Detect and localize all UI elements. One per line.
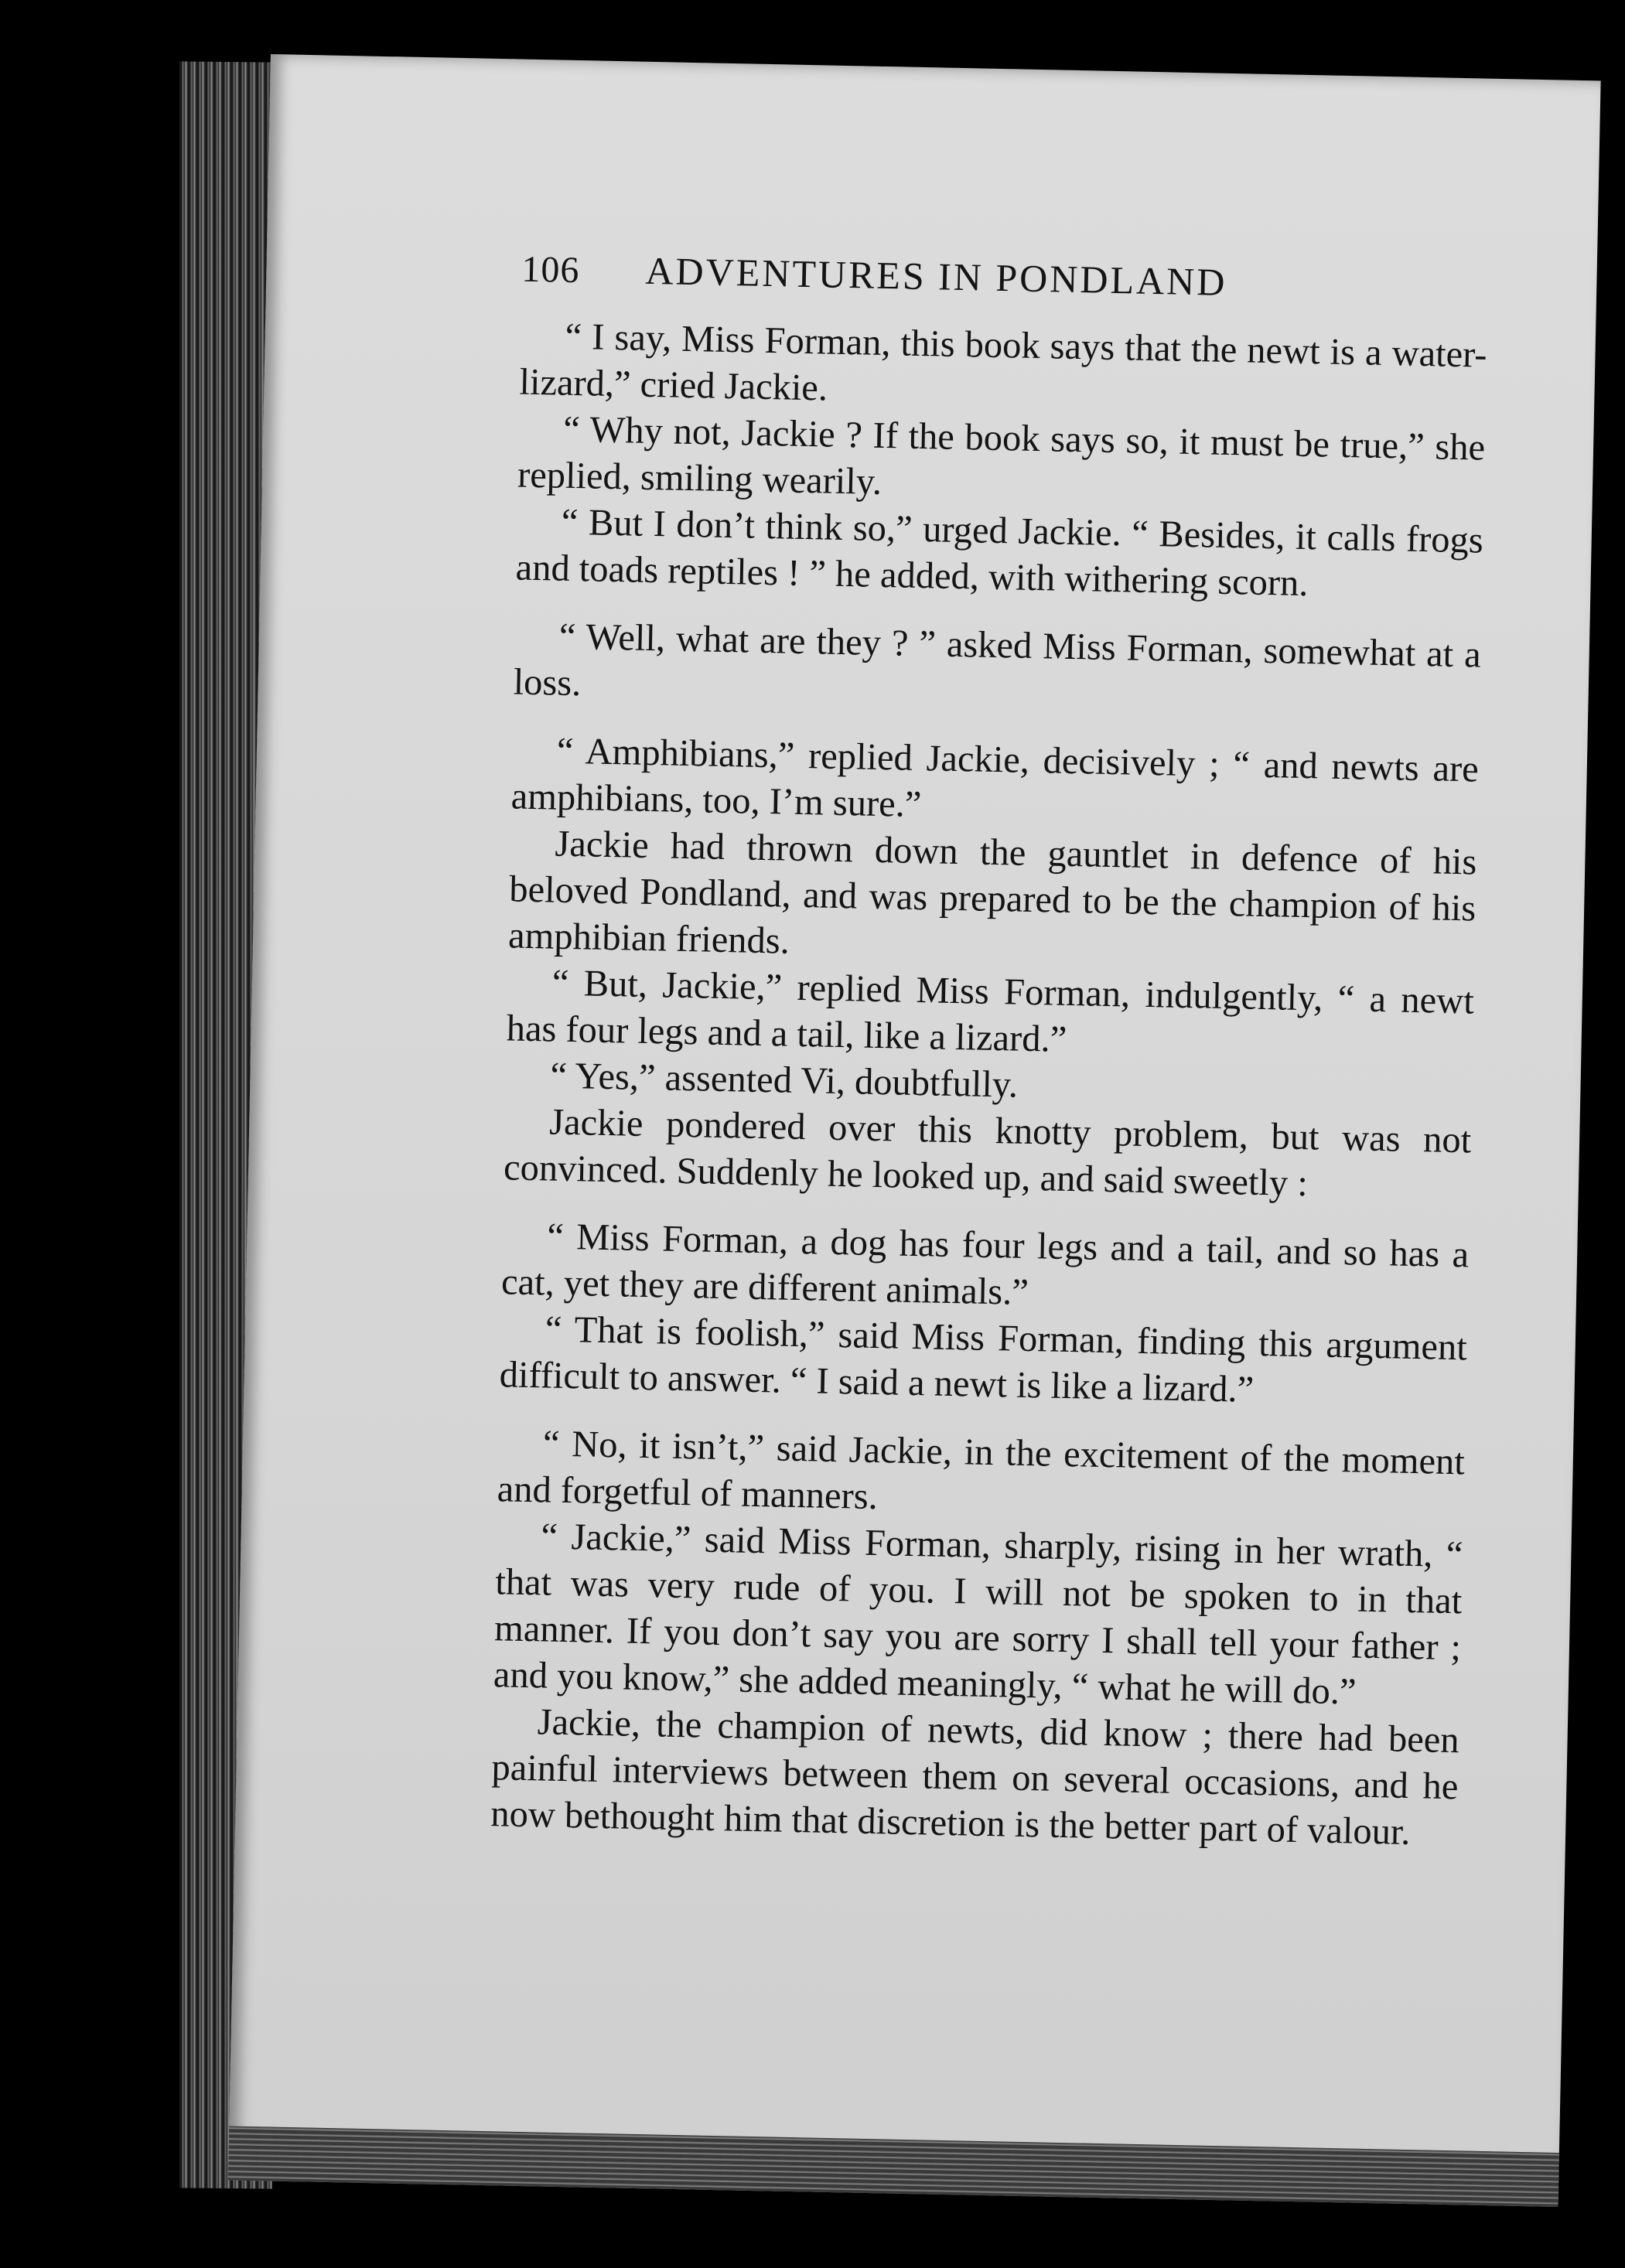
page-number: 106 <box>521 248 581 292</box>
paragraph: “ But, Jackie,” replied Miss Forman, indulgently, “ a newt has four legs and a tail, like a lizard.” <box>506 962 1475 1060</box>
paragraph: “ But I don’t think so,” urged Jackie. “ Besides, it calls frogs and toads reptiles ! ” he added, with withering scorn. <box>515 501 1484 605</box>
paragraph: “ I say, Miss Forman, this book says that the newt is a water-lizard,” cried Jackie. <box>519 315 1488 409</box>
page-bottom-edges <box>228 2126 1559 2207</box>
paragraph: Jackie, the champion of newts, did know ; there had been painful interviews between them on several occasions, and he now bethought him that discretion is the better part of valour. <box>490 1701 1460 1854</box>
paragraph: Jackie pondered over this knotty problem, but was not convinced. Suddenly he looked up, and said sweetly : <box>503 1101 1472 1205</box>
paragraph: “ Miss Forman, a dog has four legs and a tail, and so has a cat, yet they are different animals.” <box>500 1216 1470 1313</box>
paragraph: Jackie had thrown down the gauntlet in defence of his beloved Pondland, and was prepared to be the champion of his amphibian friends. <box>507 823 1477 962</box>
paragraph: “ Well, what are they ? ” asked Miss Forman, somewhat at a loss. <box>513 616 1482 704</box>
paragraph: “ Yes,” assented Vi, doubtfully. <box>550 1055 1019 1106</box>
paragraph: “ Jackie,” said Miss Forman, sharply, rising in her wrath, “ that was very rude of you. I will not be spoken to in that manner. If you don’t say you are sorry I shall tell your father ; and you know,” she added meaningly, “ what he will do.” <box>493 1516 1463 1713</box>
paragraph: “ That is foolish,” said Miss Forman, finding this argument difficult to answer. “ I said a newt is like a lizard.” <box>499 1308 1468 1410</box>
paragraph: “ Why not, Jackie ? If the book says so, it must be true,” she replied, smiling wearily. <box>517 408 1486 503</box>
book-page <box>228 54 1601 2207</box>
paragraph: “ Amphibians,” replied Jackie, decisively ; “ and newts are amphibians, too, I’m sure.” <box>510 730 1480 826</box>
paragraph: “ No, it isn’t,” said Jackie, in the excitement of the moment and forgetful of manners. <box>497 1423 1466 1518</box>
running-head <box>521 245 1489 312</box>
page-text-block <box>490 245 1489 1857</box>
book-title: ADVENTURES IN PONDLAND <box>644 248 1227 304</box>
